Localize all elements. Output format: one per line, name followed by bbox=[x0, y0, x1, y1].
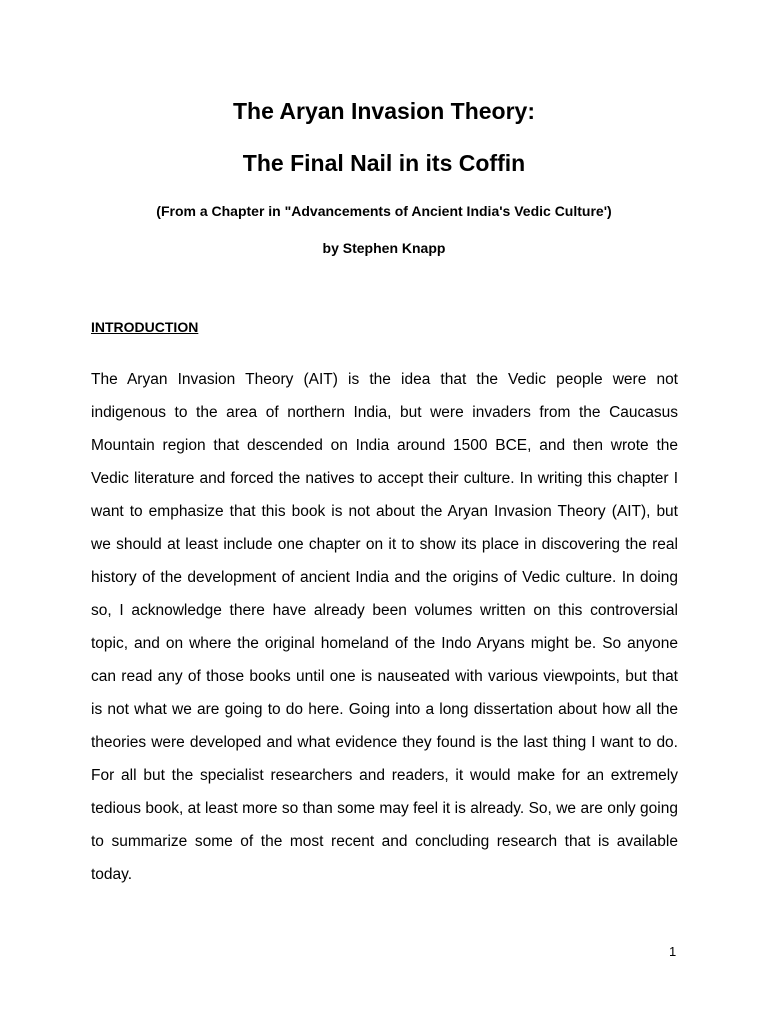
byline: by Stephen Knapp bbox=[322, 240, 446, 256]
section-heading-introduction: INTRODUCTION bbox=[91, 319, 199, 335]
source-note: (From a Chapter in "Advancements of Ancient India's Vedic Culture') bbox=[156, 203, 612, 219]
body-paragraph: The Aryan Invasion Theory (AIT) is the idea that the Vedic people were not indigenous to the area of northern India, but were invaders from the Caucasus Mountain region that descended on India around 1500 BCE, and then wrote the Vedic literature and forced the natives to accept their culture. In writing this chapter I want to emphasize that this book is not about the Aryan Invasion Theory (AIT), but we should at least include one chapter on it to show its place in discovering the real history of the development of ancient India and the origins of Vedic culture. In doing so, I acknowledge there have already been volumes written on this controversial topic, and on where the original homeland of the Indo Aryans might be. So anyone can read any of those books until one is nauseated with various viewpoints, but that is not what we are going to do here. Going into a long dissertation about how all the theories were developed and what evidence they found is the last thing I want to do. For all but the specialist researchers and readers, it would make for an extremely tedious book, at least more so than some may feel it is already. So, we are only going to summarize some of the most recent and concluding research that is available today. bbox=[91, 371, 678, 883]
page-number: 1 bbox=[669, 944, 677, 959]
document-title: The Aryan Invasion Theory: bbox=[232, 98, 536, 124]
document-title-subline: The Final Nail in its Coffin bbox=[242, 150, 526, 176]
